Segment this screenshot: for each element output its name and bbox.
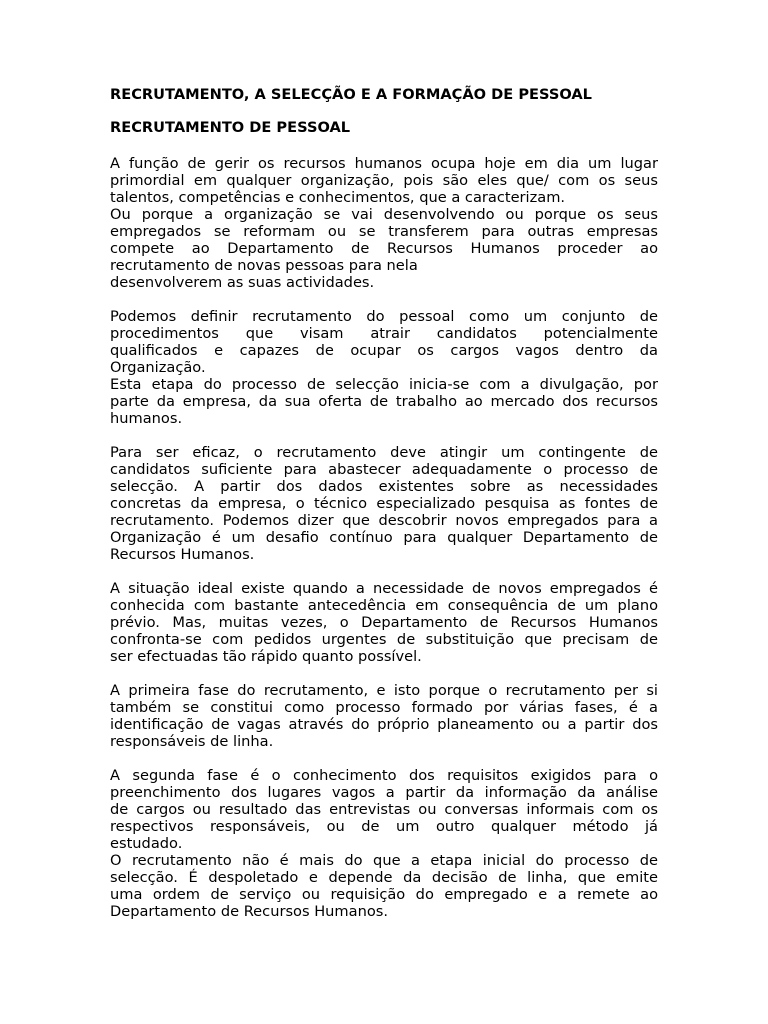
text-line: parte da empresa, da sua oferta de trabalho ao mercado dos recursos <box>110 393 658 410</box>
text-line: ser efectuadas tão rápido quanto possível. <box>110 648 422 665</box>
text-line: Esta etapa do processo de selecção inicia-se com a divulgação, por <box>110 376 658 393</box>
text-line: confronta-se com pedidos urgentes de substituição que precisam de <box>110 631 658 648</box>
text-line: estudado. <box>110 835 183 852</box>
text-line: qualificados e capazes de ocupar os cargos vagos dentro da <box>110 342 658 359</box>
paragraph <box>110 580 658 665</box>
text-line: Podemos definir recrutamento do pessoal como um conjunto de <box>110 308 658 325</box>
text-line: procedimentos que visam atrair candidatos potencialmente <box>110 325 658 342</box>
text-line: candidatos suficiente para abastecer adequadamente o processo de <box>110 461 658 478</box>
text-block <box>110 444 658 563</box>
paragraph <box>110 852 658 920</box>
text-line: primordial em qualquer organização, pois são eles que/ com os seus <box>110 172 658 189</box>
paragraph <box>110 206 658 291</box>
document-page <box>110 82 658 920</box>
text-line: humanos. <box>110 410 183 427</box>
text-line: selecção. A partir dos dados existentes sobre as necessidades <box>110 478 658 495</box>
text-block <box>110 767 658 920</box>
text-line: desenvolverem as suas actividades. <box>110 274 375 291</box>
text-line: recrutamento de novas pessoas para nela <box>110 257 418 274</box>
text-line: identificação de vagas através do próprio planeamento ou a partir dos <box>110 716 658 733</box>
text-block <box>110 682 658 750</box>
paragraph <box>110 682 658 750</box>
text-line: concretas da empresa, o técnico especializado pesquisa as fontes de <box>110 495 658 512</box>
text-line: Ou porque a organização se vai desenvolvendo ou porque os seus <box>110 206 658 223</box>
text-line: A segunda fase é o conhecimento dos requisitos exigidos para o <box>110 767 658 784</box>
document-title: RECRUTAMENTO, A SELECÇÃO E A FORMAÇÃO DE PESSOAL <box>110 86 592 103</box>
document-body <box>110 155 658 920</box>
text-block <box>110 155 658 291</box>
text-line: preenchimento dos lugares vagos a partir da informação da análise <box>110 784 658 801</box>
text-line: A primeira fase do recrutamento, e isto porque o recrutamento per si <box>110 682 658 699</box>
paragraph <box>110 444 658 563</box>
text-line: também se constitui como processo formado por várias fases, é a <box>110 699 658 716</box>
paragraph <box>110 376 658 427</box>
text-line: Recursos Humanos. <box>110 546 255 563</box>
text-line: uma ordem de serviço ou requisição do empregado e a remete ao <box>110 886 658 903</box>
text-line: compete ao Departamento de Recursos Humanos proceder ao <box>110 240 658 257</box>
text-line: talentos, competências e conhecimentos, que a caracterizam. <box>110 189 566 206</box>
text-line: responsáveis de linha. <box>110 733 274 750</box>
text-line: O recrutamento não é mais do que a etapa inicial do processo de <box>110 852 658 869</box>
text-line: recrutamento. Podemos dizer que descobrir novos empregados para a <box>110 512 658 529</box>
text-line: Para ser eficaz, o recrutamento deve atingir um contingente de <box>110 444 658 461</box>
paragraph <box>110 767 658 852</box>
text-line: empregados se reformam ou se transferem para outras empresas <box>110 223 658 240</box>
text-line: conhecida com bastante antecedência em consequência de um plano <box>110 597 658 614</box>
text-line: de cargos ou resultado das entrevistas ou conversas informais com os <box>110 801 658 818</box>
text-line: Departamento de Recursos Humanos. <box>110 903 389 920</box>
text-line: Organização. <box>110 359 206 376</box>
text-block <box>110 308 658 427</box>
text-line: selecção. É despoletado e depende da decisão de linha, que emite <box>110 869 658 886</box>
text-block <box>110 580 658 665</box>
text-line: Organização é um desafio contínuo para qualquer Departamento de <box>110 529 658 546</box>
paragraph <box>110 155 658 206</box>
text-line: A função de gerir os recursos humanos ocupa hoje em dia um lugar <box>110 155 658 172</box>
paragraph <box>110 308 658 376</box>
text-line: A situação ideal existe quando a necessidade de novos empregados é <box>110 580 658 597</box>
text-line: prévio. Mas, muitas vezes, o Departamento de Recursos Humanos <box>110 614 658 631</box>
section-heading: RECRUTAMENTO DE PESSOAL <box>110 119 351 136</box>
text-line: respectivos responsáveis, ou de um outro qualquer método já <box>110 818 658 835</box>
